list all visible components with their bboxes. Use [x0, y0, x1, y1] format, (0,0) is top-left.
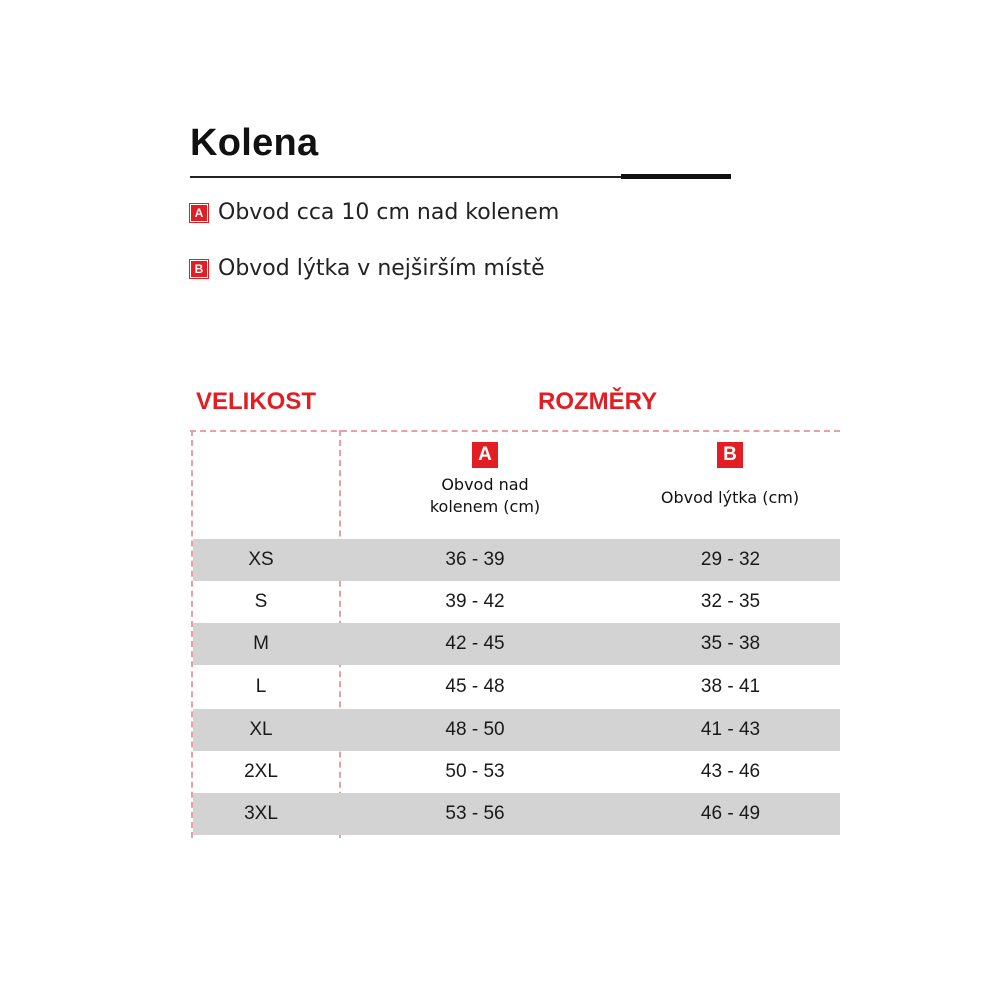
table-row	[193, 665, 840, 709]
size-table	[193, 539, 840, 835]
page-title: Kolena	[190, 122, 319, 164]
size-cell: L	[255, 676, 267, 697]
measure-a-cell: 39 - 42	[445, 591, 505, 612]
column-a-label-line1: Obvod nad	[441, 475, 529, 494]
measure-a-cell: 50 - 53	[445, 761, 505, 782]
table-row	[193, 581, 840, 623]
legend-b-text: Obvod lýtka v nejširším místě	[218, 256, 545, 281]
size-cell: S	[254, 591, 268, 612]
table-row	[193, 623, 840, 665]
measure-b-cell: 35 - 38	[700, 633, 761, 654]
measure-b-cell: 32 - 35	[700, 591, 761, 612]
measure-b-cell: 29 - 32	[700, 549, 761, 570]
legend-item-b	[190, 256, 545, 281]
dimensions-heading: ROZMĚRY	[538, 388, 658, 415]
column-badge-b-icon: B	[717, 442, 743, 468]
measure-b-cell: 41 - 43	[700, 719, 761, 740]
column-header-a	[380, 442, 590, 518]
column-badge-a-icon: A	[472, 442, 498, 468]
legend-a-text: Obvod cca 10 cm nad kolenem	[218, 200, 560, 225]
measure-b-cell: 46 - 49	[700, 803, 761, 824]
table-row	[193, 793, 840, 835]
legend-item-a	[190, 200, 559, 225]
table-row	[193, 539, 840, 581]
table-row	[193, 751, 840, 793]
size-column-heading: VELIKOST	[196, 388, 317, 415]
table-top-border	[190, 430, 840, 432]
measure-a-cell: 45 - 48	[445, 676, 505, 697]
measure-b-cell: 38 - 41	[700, 676, 761, 697]
measure-b-cell: 43 - 46	[700, 761, 761, 782]
table-row	[193, 709, 840, 751]
badge-b-icon: B	[190, 260, 208, 278]
measure-a-cell: 48 - 50	[445, 719, 505, 740]
size-cell: 3XL	[244, 803, 278, 824]
column-header-b	[620, 442, 840, 509]
size-cell: 2XL	[244, 761, 278, 782]
measure-a-cell: 36 - 39	[445, 549, 505, 570]
measure-a-cell: 53 - 56	[445, 803, 505, 824]
column-b-label: Obvod lýtka (cm)	[660, 488, 800, 507]
size-cell: M	[253, 633, 269, 654]
column-a-label-line2: kolenem (cm)	[429, 497, 541, 516]
size-cell: XS	[248, 549, 274, 570]
measure-a-cell: 42 - 45	[445, 633, 505, 654]
title-underline-accent	[621, 174, 731, 179]
badge-a-icon: A	[190, 204, 208, 222]
size-cell: XL	[249, 719, 273, 740]
